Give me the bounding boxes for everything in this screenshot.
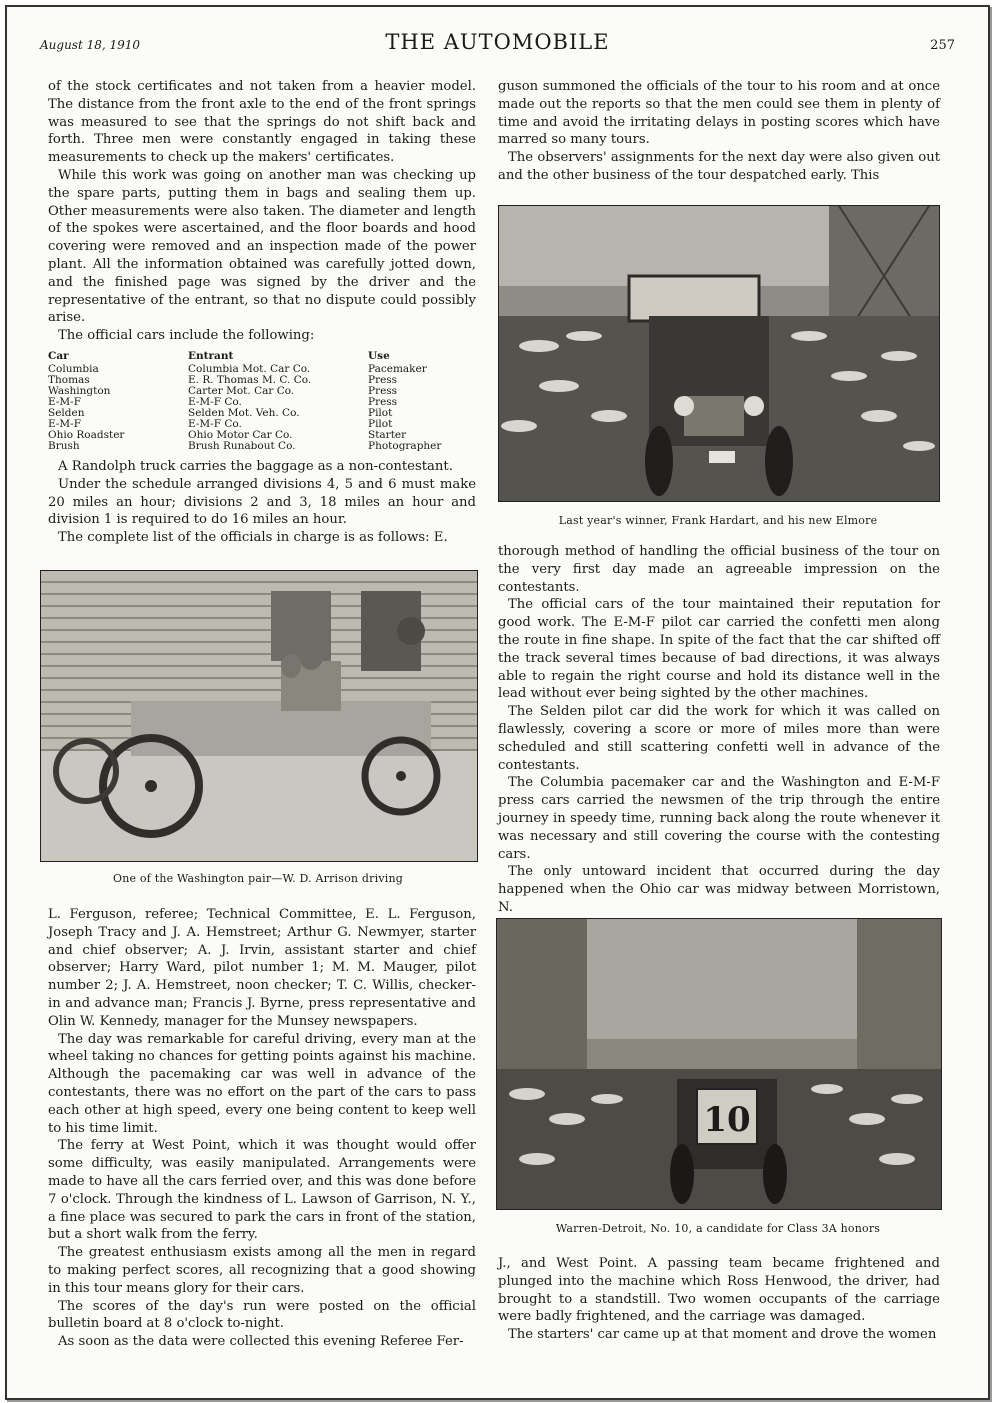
paragraph: of the stock certificates and not taken from a heavier model. The distance from the front axle to the end of the front springs was measured to see that the springs do not shift back and forth. Three men were constantly engaged in taking these measurements to check up the makers' certificates. — [48, 79, 476, 166]
table-cell: Washington — [48, 384, 111, 397]
table-cell: Selden Mot. Veh. Co. — [188, 406, 300, 419]
table-cell: E-M-F — [48, 417, 81, 430]
photo-caption: Last year's winner, Frank Hardart, and his new Elmore — [558, 514, 878, 527]
right-column-bottom — [498, 1255, 940, 1344]
table-cell: Press — [368, 373, 398, 386]
paragraph: The starters' car came up at that moment and drove the women — [508, 1327, 937, 1343]
table-cell: Thomas — [48, 373, 90, 386]
table-cell: Starter — [368, 428, 407, 441]
table-cell: Pilot — [368, 417, 393, 430]
paragraph: As soon as the data were collected this evening Referee Fer- — [58, 1334, 464, 1350]
table-row — [48, 408, 476, 419]
paragraph: The Selden pilot car did the work for which it was called on flawlessly, covering a score or more of miles more than were scheduled and still scattering confetti well in advance of the contestants. — [498, 704, 940, 773]
table-header-use: Use — [368, 349, 390, 362]
table-cell: Columbia — [48, 362, 99, 375]
paragraph: The day was remarkable for careful driving, every man at the wheel taking no chances for getting points against his machine. Although the pacemaking car was well in advance of the contestants, there was no effort on the part of the cars to pass each other at high speed, every one being content to keep well to his time limit. — [48, 1031, 476, 1136]
table-cell: Columbia Mot. Car Co. — [188, 362, 311, 375]
paragraph: The Columbia pacemaker car and the Washington and E-M-F press cars carried the newsmen of the trip through the entire journey in speedy time, running back along the route whenever it was necessary and still covering the course with the contesting cars. — [498, 775, 940, 862]
official-cars-table — [48, 351, 476, 452]
left-column-top — [48, 78, 476, 547]
paragraph: The greatest enthusiasm exists among all the men in regard to making perfect scores, all recognizing that a good showing in this tour means glory for their cars. — [48, 1245, 476, 1296]
paragraph: J., and West Point. A passing team became frightened and plunged into the machine which Ross Henwood, the driver, had brought to a standstill. Two women occupants of the carriage were badly frightened, and the carriage was damaged. — [498, 1256, 940, 1325]
table-cell: Brush Runabout Co. — [188, 439, 296, 452]
right-column-top — [498, 78, 940, 185]
table-cell: E. R. Thomas M. C. Co. — [188, 373, 312, 386]
paragraph: The official cars of the tour maintained their reputation for good work. The E-M-F pilot car carried the confetti men along the route in fine shape. In spite of the fact that the car shifted off the track several times because of bad directions, it was always able to regain the right course and hold its distance well in the lead without ever being sighted by the other machines. — [498, 597, 940, 702]
photo-caption: Warren-Detroit, No. 10, a candidate for Class 3A honors — [555, 1222, 881, 1235]
table-cell: Ohio Roadster — [48, 428, 125, 441]
paragraph: The scores of the day's run were posted on the official bulletin board at 8 o'clock to-night. — [48, 1298, 476, 1332]
table-cell: Photographer — [368, 439, 442, 452]
paragraph: thorough method of handling the official business of the tour on the very first day made an agreeable impression on the contestants. — [498, 544, 940, 595]
paragraph: L. Ferguson, referee; Technical Committee, E. L. Ferguson, Joseph Tracy and J. A. Hemstreet; Arthur G. Newmyer, starter and chief observer; A. J. Irvin, assistant starter and chief observer; Harry Ward, pilot number 1; M. M. Mauger, pilot number 2; J. A. Hemstreet, noon checker; T. C. Willis, checker-in and advance man; Francis J. Byrne, press representative and Olin W. Kennedy, manager for the Munsey newspapers. — [48, 907, 476, 1029]
magazine-title: THE AUTOMOBILE — [385, 30, 610, 54]
table-cell: Press — [368, 395, 398, 408]
table-cell: Carter Mot. Car Co. — [188, 384, 295, 397]
issue-date: August 18, 1910 — [40, 38, 141, 52]
table-cell: Brush — [48, 439, 80, 452]
table-row — [48, 386, 476, 397]
table-cell: Ohio Motor Car Co. — [188, 428, 293, 441]
photo-elmore-crowd — [498, 205, 940, 502]
page-number: 257 — [930, 38, 955, 53]
paragraph: The observers' assignments for the next day were also given out and the other business of the tour despatched early. This — [498, 150, 940, 183]
paragraph: The only untoward incident that occurred during the day happened when the Ohio car was midway between Morristown, N. — [498, 864, 940, 915]
table-header-car: Car — [48, 349, 69, 362]
paragraph: guson summoned the officials of the tour to his room and at once made out the reports so that the men could see them in plenty of time and avoid the irritating delays in posting scores which have marred so many tours. — [498, 79, 940, 148]
right-column-middle — [498, 543, 940, 917]
car-number-label: 10 — [703, 1100, 751, 1140]
table-cell: Selden — [48, 406, 85, 419]
table-row — [48, 441, 476, 452]
table-cell: Pilot — [368, 406, 393, 419]
table-cell: Press — [368, 384, 398, 397]
left-column-bottom — [48, 906, 476, 1351]
table-cell: E-M-F — [48, 395, 81, 408]
table-cell: E-M-F Co. — [188, 417, 242, 430]
paragraph: A Randolph truck carries the baggage as a non-contestant. — [58, 458, 453, 474]
paragraph: The official cars include the following: — [58, 328, 315, 344]
page-header — [40, 30, 955, 60]
photo-caption: One of the Washington pair—W. D. Arrison driving — [113, 872, 403, 885]
photo-washington-car — [40, 570, 478, 862]
photo-warren-detroit — [496, 918, 942, 1210]
table-header-entrant: Entrant — [188, 349, 234, 362]
table-cell: E-M-F Co. — [188, 395, 242, 408]
paragraph: Under the schedule arranged divisions 4, 5 and 6 must make 20 miles an hour; divisions 2 and 3, 18 miles an hour and division 1 is required to do 16 miles an hour. — [48, 476, 476, 528]
paragraph: The complete list of the officials in charge is as follows: E. — [58, 530, 448, 546]
paragraph: The ferry at West Point, which it was thought would offer some difficulty, was easily manipulated. Arrangements were made to have all the cars ferried over, and this was done before 7 o'clock. Through the kindness of L. Lawson of Garrison, N. Y., a fine place was secured to park the cars in front of the station, but a short walk from the ferry. — [48, 1138, 476, 1243]
paragraph: While this work was going on another man was checking up the spare parts, putting them in bags and sealing them up. Other measurements were also taken. The diameter and length of the spokes were ascertained, and the floor boards and hood covering were removed and an inspection made of the power plant. All the information obtained was carefully jotted down, and the finished page was signed by the driver and the representative of the entrant, so that no dispute could possibly arise. — [48, 167, 476, 326]
table-cell: Pacemaker — [368, 362, 427, 375]
